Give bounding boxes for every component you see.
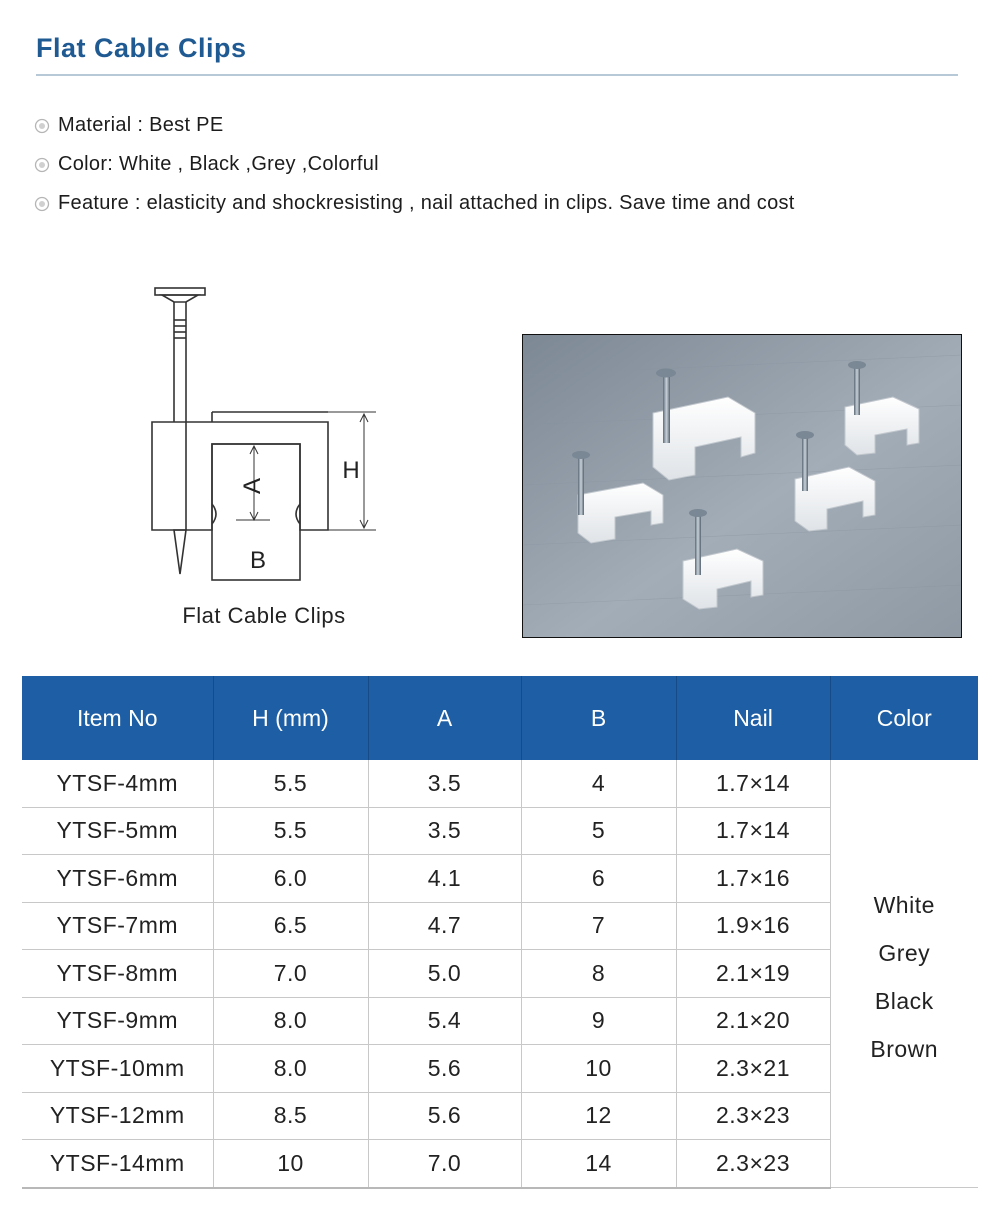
column-header-h: H (mm) (213, 676, 368, 760)
cell-b: 10 (521, 1045, 676, 1093)
color-option: Black (874, 987, 934, 1014)
spec-table (22, 676, 978, 1189)
cable-clips-photo-icon (523, 335, 962, 638)
cell-h: 8.5 (213, 1092, 368, 1140)
cell-nail: 1.7×14 (676, 760, 830, 807)
cell-b: 9 (521, 997, 676, 1045)
cell-a: 4.1 (368, 855, 521, 903)
page-title: Flat Cable Clips (36, 33, 247, 63)
cell-a: 5.6 (368, 1092, 521, 1140)
cell-b: 12 (521, 1092, 676, 1140)
cell-b: 8 (521, 950, 676, 998)
cell-b: 4 (521, 760, 676, 807)
cell-a: 3.5 (368, 807, 521, 855)
cell-a: 5.6 (368, 1045, 521, 1093)
table-header-row (22, 676, 978, 760)
cell-h: 5.5 (213, 807, 368, 855)
column-header-a: A (368, 676, 521, 760)
cell-h: 6.0 (213, 855, 368, 903)
diagram-caption: Flat Cable Clips (182, 603, 346, 628)
color-option: Grey (878, 939, 931, 966)
cell-h: 8.0 (213, 1045, 368, 1093)
cell-nail: 2.3×23 (676, 1092, 830, 1140)
column-header-item-no: Item No (22, 676, 213, 760)
cell-h: 6.5 (213, 902, 368, 950)
feature-item-material (34, 106, 795, 145)
feature-text: Feature : elasticity and shockresisting , nail attached in clips. Save time and cost (58, 192, 795, 214)
dimension-label-a: A (239, 477, 266, 495)
feature-item-feature (34, 184, 795, 223)
cell-h: 8.0 (213, 997, 368, 1045)
cell-a: 3.5 (368, 760, 521, 807)
cell-item-no: YTSF-10mm (22, 1045, 213, 1093)
cell-nail: 2.3×21 (676, 1045, 830, 1093)
circle-bullet-icon (34, 196, 50, 212)
feature-list (34, 106, 795, 223)
cell-nail: 1.7×14 (676, 807, 830, 855)
cell-b: 5 (521, 807, 676, 855)
feature-item-color (34, 145, 795, 184)
feature-text: Material : Best PE (58, 114, 224, 136)
cell-h: 5.5 (213, 760, 368, 807)
cell-nail: 1.9×16 (676, 902, 830, 950)
feature-text: Color: White , Black ,Grey ,Colorful (58, 153, 379, 175)
cell-nail: 2.1×19 (676, 950, 830, 998)
cell-a: 7.0 (368, 1140, 521, 1188)
cell-b: 6 (521, 855, 676, 903)
cell-nail: 2.3×23 (676, 1140, 830, 1188)
cell-nail: 1.7×16 (676, 855, 830, 903)
circle-bullet-icon (34, 157, 50, 173)
cell-a: 4.7 (368, 902, 521, 950)
column-header-b: B (521, 676, 676, 760)
product-photo (522, 334, 962, 638)
cell-b: 7 (521, 902, 676, 950)
cell-item-no: YTSF-9mm (22, 997, 213, 1045)
title-divider (36, 74, 958, 76)
cell-item-no: YTSF-4mm (22, 760, 213, 807)
color-option: Brown (870, 1035, 939, 1062)
cell-h: 10 (213, 1140, 368, 1188)
cell-item-no: YTSF-8mm (22, 950, 213, 998)
table-row (22, 760, 978, 807)
dimension-label-b: B (249, 547, 267, 574)
cell-item-no: YTSF-5mm (22, 807, 213, 855)
cell-color (830, 760, 978, 1188)
cable-clip-diagram (140, 282, 400, 582)
cell-item-no: YTSF-7mm (22, 902, 213, 950)
dimension-label-h: H (342, 457, 360, 484)
cell-b: 14 (521, 1140, 676, 1188)
cell-a: 5.4 (368, 997, 521, 1045)
column-header-nail: Nail (676, 676, 830, 760)
cell-item-no: YTSF-14mm (22, 1140, 213, 1188)
cell-item-no: YTSF-6mm (22, 855, 213, 903)
column-header-color: Color (830, 676, 978, 760)
cell-item-no: YTSF-12mm (22, 1092, 213, 1140)
cell-nail: 2.1×20 (676, 997, 830, 1045)
cell-a: 5.0 (368, 950, 521, 998)
cell-h: 7.0 (213, 950, 368, 998)
color-option: White (873, 891, 935, 918)
circle-bullet-icon (34, 118, 50, 134)
